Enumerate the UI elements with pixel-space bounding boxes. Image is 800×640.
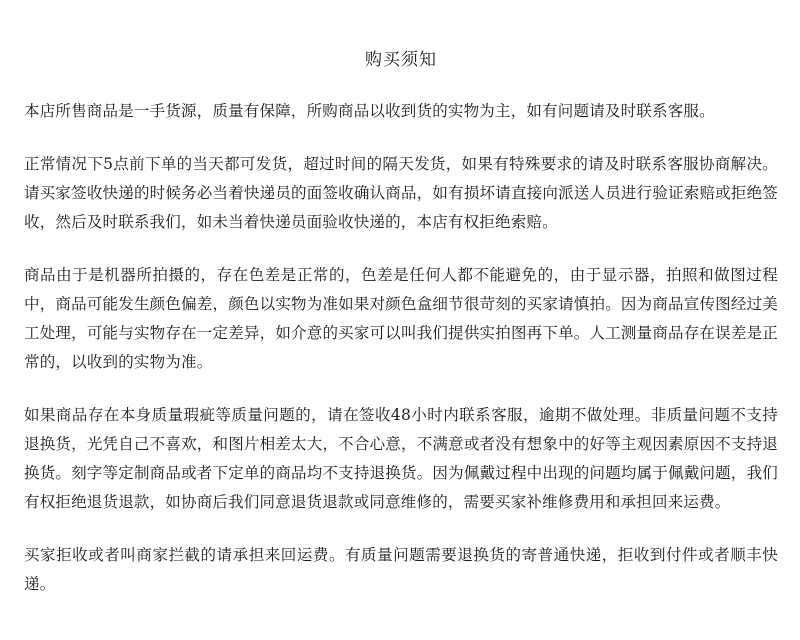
- paragraph-refusal-shipping-fees: 买家拒收或者叫商家拦截的请承担来回运费。有质量问题需要退换货的寄普通快递，拒收到付件或者顺丰快递。: [24, 546, 778, 593]
- paragraph-product-source: 本店所售商品是一手货源，质量有保障，所购商品以收到货的实物为主，如有问题请及时联系客服。: [24, 102, 715, 120]
- paragraph-return-policy: 如果商品存在本身质量瑕疵等质量问题的，请在签收48小时内联系客服，逾期不做处理。非质量问题不支持退换货，光凭自己不喜欢，和图片相差太大，不合心意，不满意或者没有想象中的好等主观因素原因不支持退换货。刻字等定制商品或者下定单的商品均不支持退换货。因为佩戴过程中出现的问题均属于佩戴问题，我们有权拒绝退货退款，如协商后我们同意退货退款或同意维修的，需要买家补维修费用和承担回来运费。: [24, 406, 778, 511]
- paragraph-shipping-and-signing: 正常情况下5点前下单的当天都可发货，超过时间的隔天发货，如果有特殊要求的请及时联系客服协商解决。请买家签收快递的时候务必当着快递员的面签收确认商品，如有损坏请直接向派送人员进行验证索赔或拒绝签收，然后及时联系我们，如未当着快递员面验收快递的，本店有权拒绝索赔。: [24, 155, 778, 231]
- paragraph-color-difference: 商品由于是机器所拍摄的，存在色差是正常的，色差是任何人都不能避免的，由于显示器，拍照和做图过程中，商品可能发生颜色偏差，颜色以实物为准如果对颜色盒细节很苛刻的买家请慎拍。因为商品宣传图经过美工处理，可能与实物存在一定差异，如介意的买家可以叫我们提供实拍图再下单。人工测量商品存在误差是正常的，以收到的实物为准。: [24, 266, 778, 371]
- page-title: 购买须知: [365, 50, 437, 70]
